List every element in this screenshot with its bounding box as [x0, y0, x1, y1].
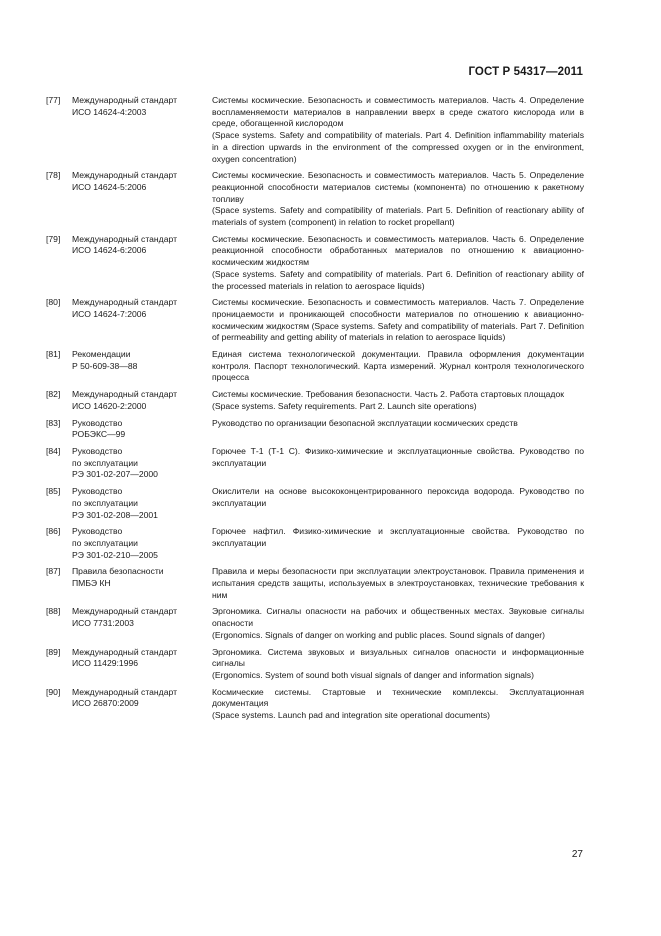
- reference-entry: [46, 606, 584, 641]
- reference-source: [72, 95, 212, 118]
- reference-description-paragraph: (Space systems. Safety and compatibility of materials. Part 4. Definition inflammability materials in a direction upwards in the environment of the compressed oxygen or in the environment, oxygen concentration): [212, 130, 584, 164]
- reference-description-paragraph: (Space systems. Safety and compatibility of materials. Part 5. Definition of reactionary ability of materials of system (component) in relation to rocket propellant): [212, 205, 584, 228]
- reference-source-line: ИСО 26870:2009: [72, 698, 139, 709]
- reference-source-line: ИСО 14624-7:2006: [72, 308, 147, 319]
- reference-description: [212, 234, 584, 293]
- reference-description-paragraph: (Ergonomics. Signals of danger on working and public places. Sound signals of danger): [212, 629, 545, 640]
- reference-source-line: Международный стандарт: [72, 95, 178, 105]
- reference-description-paragraph: (Ergonomics. System of sound both visual signals of danger and information signals): [212, 669, 534, 680]
- reference-source-line: ИСО 14624-4:2003: [72, 106, 147, 117]
- reference-entry: [46, 349, 584, 384]
- reference-number: [82]: [46, 389, 61, 400]
- reference-source: [72, 687, 212, 710]
- reference-source-line: по эксплуатации: [72, 537, 138, 548]
- reference-entry: [46, 526, 584, 561]
- reference-description-paragraph: Системы космические. Требования безопасности. Часть 2. Работа стартовых площадок: [212, 389, 564, 400]
- reference-description-paragraph: (Space systems. Launch pad and integration site operational documents): [212, 710, 491, 721]
- reference-source: [72, 297, 212, 320]
- reference-description: [212, 446, 584, 469]
- reference-description: [212, 349, 584, 384]
- reference-source-line: ПМБЭ КН: [72, 578, 111, 589]
- reference-source-line: ИСО 7731:2003: [72, 618, 134, 629]
- reference-source-line: Международный стандарт: [72, 233, 178, 244]
- reference-source-line: ИСО 14620-2:2000: [72, 400, 147, 411]
- reference-description-paragraph: Системы космические. Безопасность и совместимость материалов. Часть 7. Определение проницаемости и проникающей способности материалов по отношению к авиационно-космическим жидкостям (Space systems. Safety and compatibility of materials. Part 7. Definition of permeability and getting ability of materials in relation to aerospace liquids): [212, 297, 584, 343]
- reference-number: [87]: [46, 566, 61, 577]
- reference-source-line: Международный стандарт: [72, 606, 178, 617]
- reference-source-line: Р 50-609-38—88: [72, 360, 138, 371]
- reference-source: [72, 418, 212, 441]
- reference-entry: [46, 446, 584, 481]
- reference-source: [72, 566, 212, 589]
- reference-entry: [46, 297, 584, 344]
- reference-number: [89]: [46, 646, 61, 657]
- reference-source: [72, 486, 212, 521]
- reference-source-line: РЭ 301-02-210—2005: [72, 549, 158, 560]
- reference-description: [212, 526, 584, 549]
- reference-description: [212, 389, 584, 412]
- reference-source-line: Международный стандарт: [72, 686, 178, 697]
- reference-number: [86]: [46, 526, 61, 537]
- reference-source: [72, 446, 212, 481]
- reference-source-line: РОБЭКС—99: [72, 429, 126, 440]
- reference-entry: [46, 389, 584, 412]
- reference-entry: [46, 647, 584, 682]
- reference-description: [212, 566, 584, 601]
- reference-number: [85]: [46, 486, 61, 497]
- document-header: ГОСТ Р 54317—2011: [468, 66, 583, 78]
- reference-number: [88]: [46, 606, 61, 617]
- reference-source-line: Международный стандарт: [72, 170, 178, 181]
- reference-description-paragraph: Горючее нафтил. Физико-химические и эксплуатационные свойства. Руководство по эксплуатации: [212, 526, 584, 548]
- reference-description: [212, 486, 584, 509]
- reference-source: [72, 606, 212, 629]
- reference-description-paragraph: (Space systems. Safety requirements. Part 2. Launch site operations): [212, 400, 477, 411]
- reference-source-line: ИСО 14624-5:2006: [72, 181, 147, 192]
- reference-description: [212, 418, 584, 430]
- reference-number: [81]: [46, 349, 61, 360]
- reference-source-line: ИСО 14624-6:2006: [72, 245, 147, 256]
- reference-source-line: Международный стандарт: [72, 297, 178, 308]
- reference-description-paragraph: Единая система технологической документации. Правила оформления документации контроля. Паспорт технологический. Карта измерений. Журнал контроля технологического процесса: [212, 349, 584, 383]
- reference-source: [72, 170, 212, 193]
- reference-source: [72, 234, 212, 257]
- reference-entry: [46, 687, 584, 722]
- reference-source-line: по эксплуатации: [72, 497, 138, 508]
- reference-description-paragraph: (Space systems. Safety and compatibility of materials. Part 6. Definition of reactionary ability of the processed materials in relation to aerospace liquids): [212, 268, 584, 291]
- reference-description: [212, 606, 584, 641]
- reference-entry: [46, 95, 584, 165]
- reference-description: [212, 95, 584, 165]
- reference-description-paragraph: Эргономика. Сигналы опасности на рабочих и общественных местах. Звуковые сигналы опасности: [212, 606, 584, 629]
- page-number: 27: [571, 849, 583, 860]
- reference-entry: [46, 486, 584, 521]
- reference-source-line: Руководство: [72, 526, 123, 537]
- reference-list: [46, 95, 584, 727]
- reference-description-paragraph: Правила и меры безопасности при эксплуатации электроустановок. Правила применения и испытания средств защиты, используемых в электроустановках, технические требования к ним: [212, 566, 584, 600]
- reference-description-paragraph: Эргономика. Система звуковых и визуальных сигналов опасности и информационные сигналы: [212, 646, 584, 669]
- reference-source: [72, 389, 212, 412]
- reference-source: [72, 647, 212, 670]
- reference-source-line: Руководство: [72, 417, 123, 428]
- reference-description-paragraph: Системы космические. Безопасность и совместимость материалов. Часть 4. Определение воспламеняемости материалов в направлении вверх в среде сжатого кислорода или в среде, обогащенной кислородом: [212, 95, 584, 129]
- reference-description: [212, 297, 584, 344]
- reference-source: [72, 526, 212, 561]
- reference-entry: [46, 234, 584, 293]
- reference-description: [212, 170, 584, 229]
- reference-description-paragraph: Окислители на основе высококонцентрированного пероксида водорода. Руководство по эксплуатации: [212, 486, 584, 508]
- reference-source-line: по эксплуатации: [72, 457, 138, 468]
- reference-source-line: Рекомендации: [72, 349, 131, 360]
- reference-source-line: РЭ 301-02-207—2000: [72, 469, 158, 480]
- reference-source-line: ИСО 11429:1996: [72, 658, 139, 669]
- reference-description: [212, 687, 584, 722]
- reference-description-paragraph: Руководство по организации безопасной эксплуатации космических средств: [212, 417, 518, 428]
- reference-entry: [46, 170, 584, 229]
- reference-entry: [46, 418, 584, 441]
- reference-source-line: Руководство: [72, 445, 123, 456]
- reference-source-line: Правила безопасности: [72, 566, 164, 577]
- reference-number: [84]: [46, 445, 61, 456]
- reference-number: [90]: [46, 686, 61, 697]
- reference-entry: [46, 566, 584, 601]
- reference-description-paragraph: Космические системы. Стартовые и технические комплексы. Эксплуатационная документация: [212, 686, 584, 709]
- reference-source-line: Руководство: [72, 486, 123, 497]
- reference-number: [80]: [46, 297, 61, 308]
- reference-number: [83]: [46, 417, 61, 428]
- reference-source-line: Международный стандарт: [72, 389, 178, 400]
- reference-number: [79]: [46, 233, 61, 244]
- reference-description-paragraph: Горючее Т-1 (Т-1 С). Физико-химические и эксплуатационные свойства. Руководство по эксплуатации: [212, 445, 584, 468]
- reference-source-line: Международный стандарт: [72, 646, 178, 657]
- reference-source-line: РЭ 301-02-208—2001: [72, 509, 158, 520]
- reference-number: [78]: [46, 170, 61, 181]
- reference-description-paragraph: Системы космические. Безопасность и совместимость материалов. Часть 6. Определение реакционной способности обработанных материалов по отношению к авиационно-космическим жидкостям: [212, 233, 584, 268]
- reference-number: [77]: [46, 95, 61, 105]
- reference-description: [212, 647, 584, 682]
- reference-source: [72, 349, 212, 372]
- reference-description-paragraph: Системы космические. Безопасность и совместимость материалов. Часть 5. Определение реакционной способности материалов системы (компонента) по отношению к ракетному топливу: [212, 170, 584, 204]
